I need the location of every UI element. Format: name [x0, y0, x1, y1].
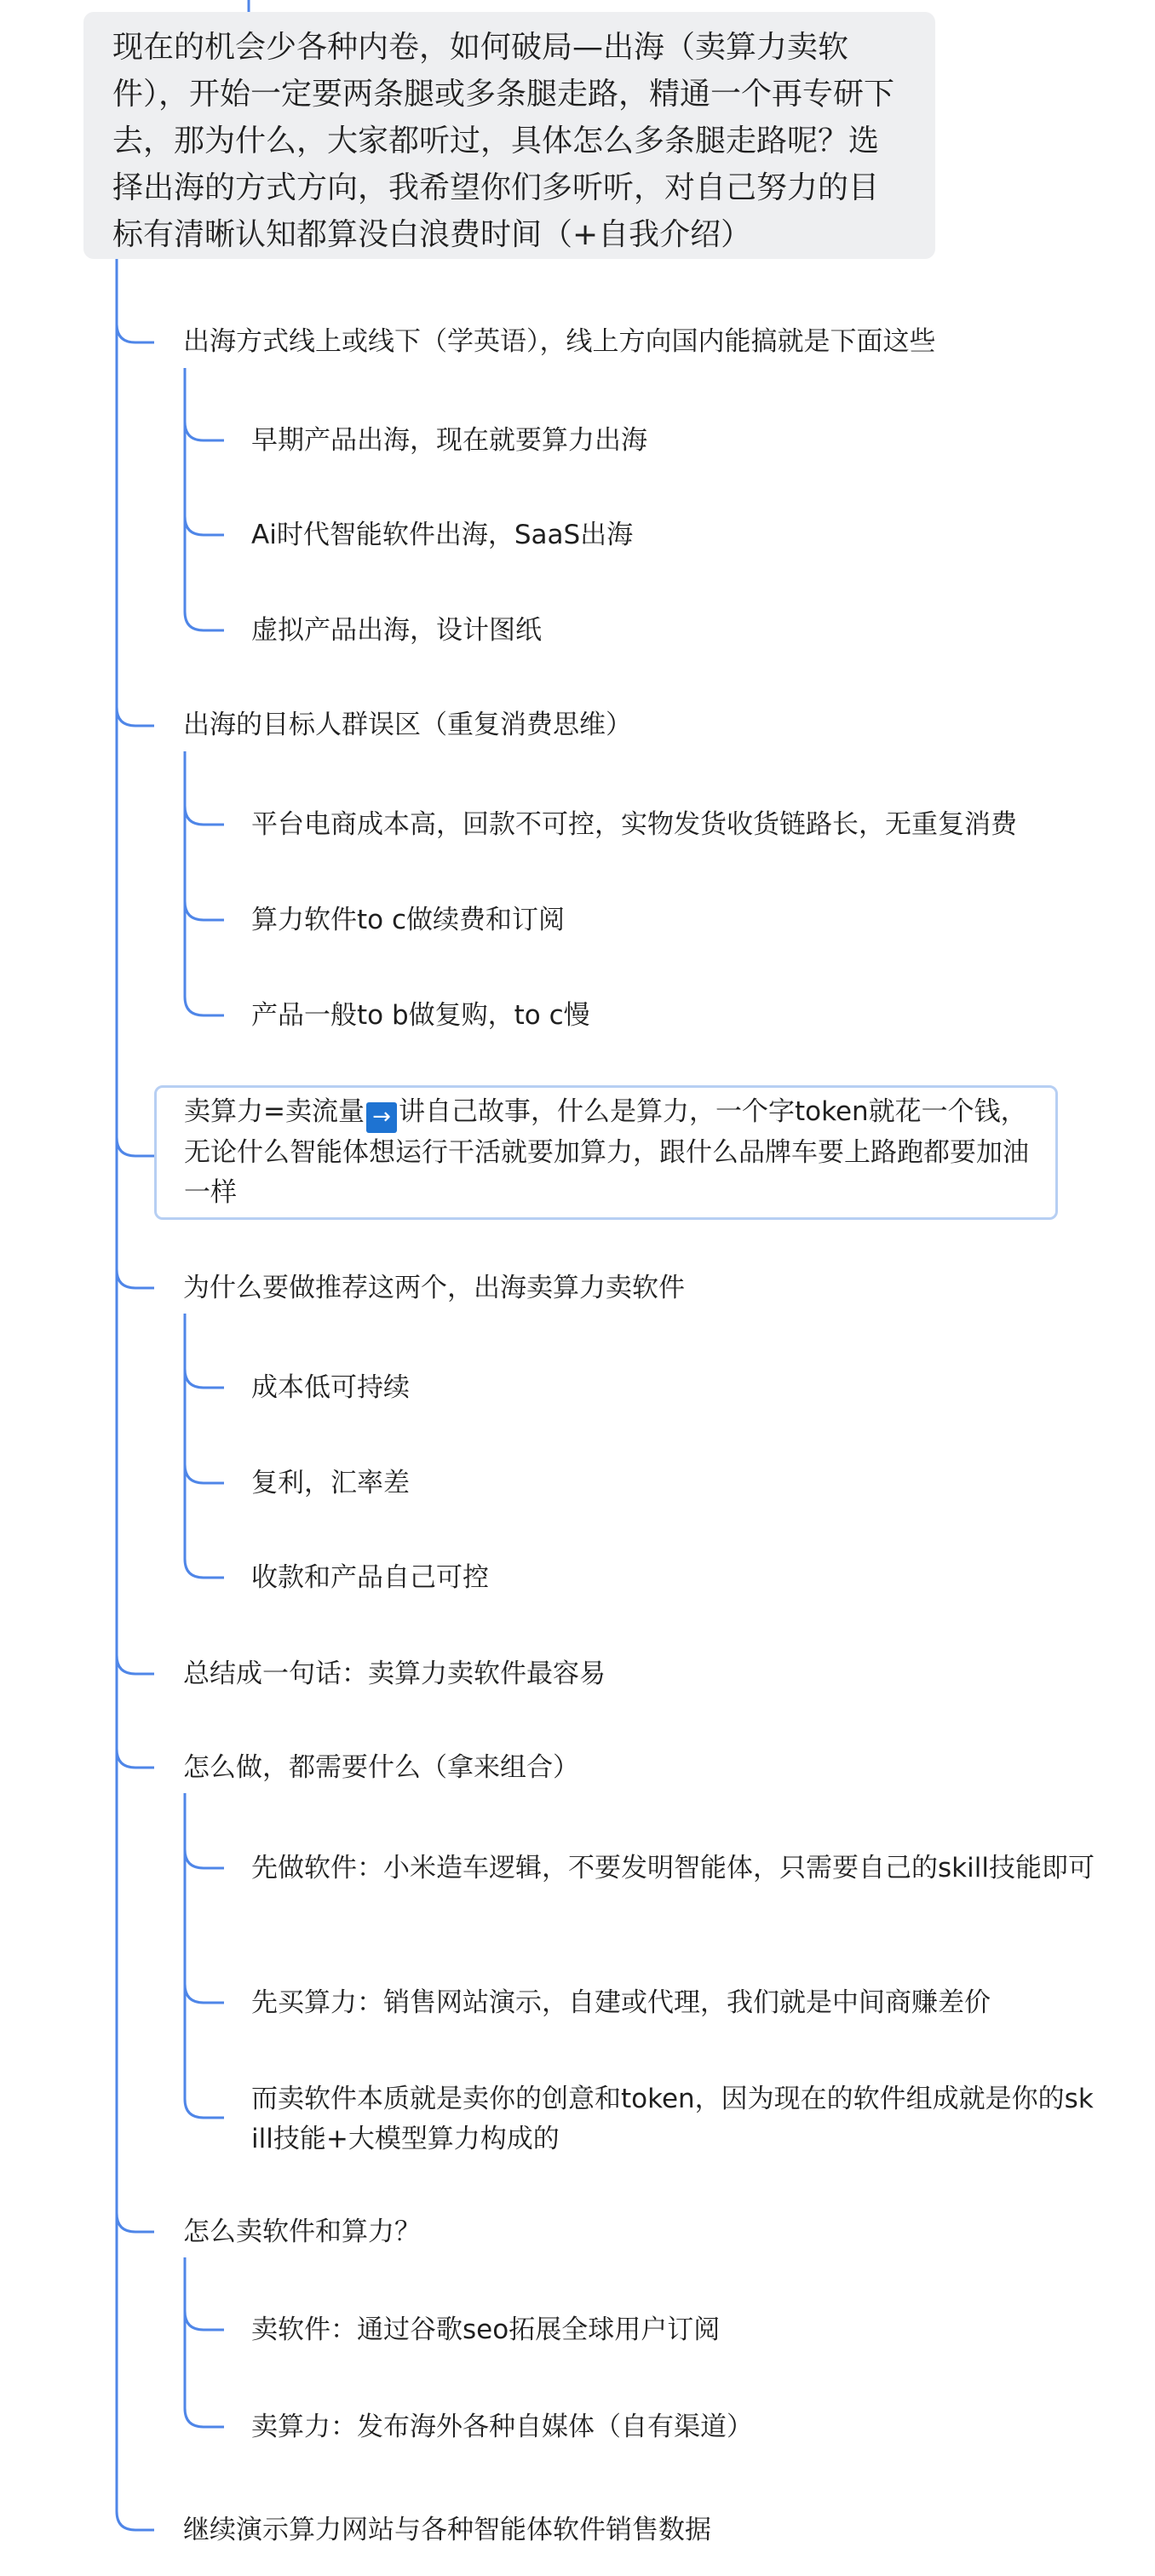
subtopic-label: 而卖软件本质就是卖你的创意和token，因为现在的软件组成就是你的skill技能+大模型算力构成的	[251, 2084, 1094, 2154]
subtopic-label: 成本低可持续	[251, 1372, 410, 1403]
subtopic-label: 先买算力：销售网站演示，自建或代理，我们就是中间商赚差价	[251, 1987, 991, 2018]
subtopic[interactable]	[251, 805, 1069, 845]
branch-topic[interactable]	[183, 1654, 1035, 1694]
branch-topic-label-start: 卖算力=卖流量	[184, 1096, 365, 1127]
subtopic-label: 早期产品出海，现在就要算力出海	[251, 425, 647, 456]
branch-topic[interactable]	[183, 2212, 1035, 2252]
subtopic[interactable]	[251, 996, 1069, 1036]
branch-topic[interactable]	[183, 322, 1035, 362]
subtopic-label: 虚拟产品出海，设计图纸	[251, 615, 542, 646]
branch-topic-selected[interactable]	[154, 1085, 1058, 1220]
branch-topic-label: 怎么做，都需要什么（拿来组合）	[183, 1752, 579, 1783]
subtopic-label: 卖算力：发布海外各种自媒体（自有渠道）	[251, 2412, 753, 2442]
main-trunk	[117, 259, 154, 2530]
arrow-right-icon: →	[366, 1102, 397, 1133]
subtopic-label: 收款和产品自己可控	[251, 1562, 489, 1593]
subtopic[interactable]	[251, 421, 1069, 461]
subtopic[interactable]	[251, 2079, 1095, 2159]
subtopic[interactable]	[251, 1558, 1069, 1598]
subtopic[interactable]	[251, 1463, 1069, 1504]
subtopic[interactable]	[251, 900, 1069, 940]
subtopic[interactable]	[251, 2310, 1069, 2350]
branch-topic[interactable]	[183, 1748, 1035, 1788]
branch-topic-label-rest: 讲自己故事，什么是算力，一个字token就花一个钱，无论什么智能体想运行干活就要加算力，跟什么品牌车要上路跑都要加油一样	[184, 1096, 1029, 1208]
subtopic-label: 复利，汇率差	[251, 1468, 410, 1498]
subtopic-label: 平台电商成本高，回款不可控，实物发货收货链路长，无重复消费	[251, 809, 1017, 840]
subtopic[interactable]	[251, 515, 1069, 555]
branch-topic-label: 出海方式线上或线下（学英语），线上方向国内能搞就是下面这些	[183, 326, 936, 357]
subtopic[interactable]	[251, 1368, 1069, 1408]
branch-topic[interactable]	[183, 2510, 1035, 2550]
subtopic-label: 卖软件：通过谷歌seo拓展全球用户订阅	[251, 2314, 721, 2345]
root-topic-text: 现在的机会少各种内卷，如何破局—出海（卖算力卖软件），开始一定要两条腿或多条腿走路，精通一个再专研下去，那为什么，大家都听过，具体怎么多条腿走路呢？选择出海的方式方向，我希望你们多听听，对自己努力的目标有清晰认知都算没白浪费时间（+自我介绍）	[112, 30, 895, 252]
branch-topic-label: 出海的目标人群误区（重复消费思维）	[183, 710, 632, 740]
root-topic[interactable]	[83, 12, 935, 259]
subtopic[interactable]	[251, 2407, 1069, 2447]
subtopic[interactable]	[251, 1849, 1095, 1889]
subtopic[interactable]	[251, 611, 1069, 651]
subtopic[interactable]	[251, 1983, 1095, 2023]
branch-topic[interactable]	[183, 1268, 1035, 1308]
subtopic-label: 产品一般to b做复购，to c慢	[251, 1000, 590, 1031]
branch-topic-label: 怎么卖软件和算力？	[183, 2217, 421, 2247]
branch-topic-label: 继续演示算力网站与各种智能体软件销售数据	[183, 2515, 711, 2545]
branch-topic-label: 为什么要做推荐这两个，出海卖算力卖软件	[183, 1273, 685, 1303]
subtopic-label: 算力软件to c做续费和订阅	[251, 905, 566, 935]
branch-topic[interactable]	[183, 705, 1035, 745]
subtopic-label: Ai时代智能软件出海，SaaS出海	[251, 520, 634, 550]
subtopic-label: 先做软件：小米造车逻辑，不要发明智能体，只需要自己的skill技能即可	[251, 1853, 1095, 1883]
branch-topic-label: 总结成一句话：卖算力卖软件最容易	[183, 1659, 606, 1689]
